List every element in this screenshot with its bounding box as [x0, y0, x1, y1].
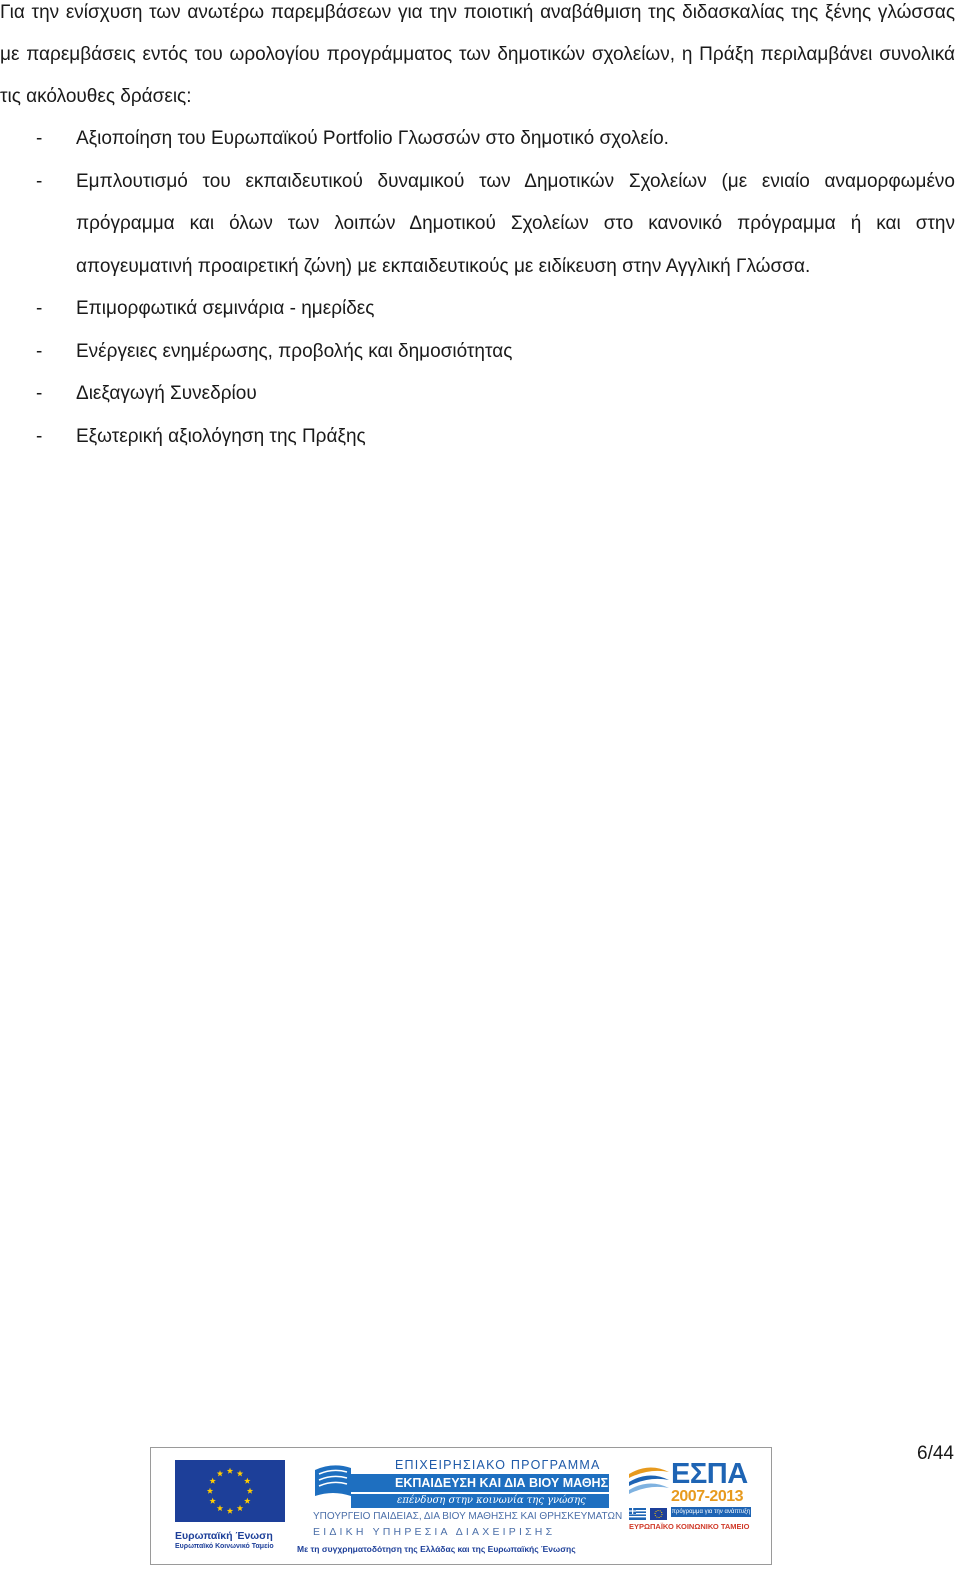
list-item: [0, 373, 955, 416]
programme-heading: ΕΠΙΧΕΙΡΗΣΙΑΚΟ ΠΡΟΓΡΑΜΜΑ: [395, 1458, 601, 1472]
eu-star-icon: [237, 1505, 243, 1511]
list-item-text: Επιμορφωτικά σεμινάρια - ημερίδες: [76, 298, 375, 319]
list-item-text: Ενέργειες ενημέρωσης, προβολής και δημοσιότητας: [76, 340, 513, 362]
eu-star-icon: [209, 1478, 215, 1484]
eu-stars-icon: [175, 1460, 285, 1522]
document-body: [0, 0, 955, 458]
page-number: 6/44: [917, 1443, 954, 1464]
eu-flag-icon: [175, 1460, 285, 1522]
eu-star-icon: [209, 1498, 215, 1504]
list-item-text: Εξωτερική αξιολόγηση της Πράξης: [76, 425, 366, 447]
eu-star-icon: [244, 1498, 250, 1504]
list-item: [0, 118, 955, 161]
eu-star-icon: [244, 1478, 250, 1484]
eu-logo: [175, 1460, 287, 1551]
cofunding-note: Με τη συγχρηματοδότηση της Ελλάδας και της Ευρωπαϊκής Ένωσης: [297, 1544, 576, 1554]
eu-star-icon: [207, 1488, 213, 1494]
eu-star-icon: [237, 1470, 243, 1476]
bullet-dash: -: [36, 128, 43, 149]
list-item-text: Διεξαγωγή Συνεδρίου: [76, 383, 257, 404]
espa-swoosh-icon: [627, 1464, 671, 1498]
espa-title: ΕΣΠΑ: [671, 1458, 748, 1490]
list-item: [0, 288, 955, 331]
bullet-dash: -: [36, 170, 43, 192]
eu-subcaption: Ευρωπαϊκό Κοινωνικό Ταμείο: [175, 1543, 274, 1550]
espa-fund: ΕΥΡΩΠΑΪΚΟ ΚΟΙΝΩΝΙΚΟ ΤΑΜΕΙΟ: [629, 1522, 750, 1531]
programme-slogan: επένδυση στην κοινωνία της γνώσης: [351, 1494, 609, 1508]
list-item: [0, 416, 955, 459]
funding-banner: [150, 1447, 772, 1565]
managing-authority: ΕΙΔΙΚΗ ΥΠΗΡΕΣΙΑ ΔΙΑΧΕΙΡΙΣΗΣ: [313, 1526, 556, 1538]
espa-tagline: πρόγραμμα για την ανάπτυξη: [671, 1509, 751, 1515]
list-item: [0, 161, 955, 289]
espa-years: 2007-2013: [671, 1488, 744, 1505]
list-item-text: Εμπλουτισμό του εκπαιδευτικού δυναμικού των Δημοτικών Σχολείων (με ενιαίο αναμορφωμένο πρόγραμμα και όλων των λοιπών Δημοτικού Σχολείων στο κανονικό πρόγραμμα ή και στην απογευματινή προαιρετική ζώνη) με εκπαιδευτικούς με ειδίκευση στην Αγγλική Γλώσσα.: [76, 170, 955, 277]
eu-star-icon: [247, 1488, 253, 1494]
eu-star-icon: [227, 1508, 233, 1514]
intro-paragraph: Για την ενίσχυση των ανωτέρω παρεμβάσεων για την ποιοτική αναβάθμιση της διδασκαλίας της ξένης γλώσσας με παρεμβάσεις εντός του ωρολογίου προγράμματος των δημοτικών σχολείων, η Πράξη περιλαμβάνει συνολικά τις ακόλουθες δράσεις:: [0, 2, 955, 107]
bullet-dash: -: [36, 298, 43, 319]
bullet-dash: -: [36, 383, 43, 404]
bullet-dash: -: [36, 425, 43, 447]
bullet-dash: -: [36, 340, 43, 362]
eu-caption: Ευρωπαϊκή Ένωση: [175, 1530, 273, 1542]
eu-star-icon: [227, 1468, 233, 1474]
greek-eu-flags-icon: [629, 1508, 667, 1520]
ministry-name: ΥΠΟΥΡΓΕΙΟ ΠΑΙΔΕΙΑΣ, ΔΙΑ ΒΙΟΥ ΜΑΘΗΣΗΣ ΚΑΙ ΘΡΗΣΚΕΥΜΑΤΩΝ: [313, 1511, 623, 1522]
eu-star-icon: [217, 1470, 223, 1476]
list-item: [0, 331, 955, 374]
programme-title: ΕΚΠΑΙΔΕΥΣΗ ΚΑΙ ΔΙΑ ΒΙΟΥ ΜΑΘΗΣΗ: [351, 1474, 609, 1492]
list-item-text: Αξιοποίηση του Ευρωπαϊκού Portfolio Γλωσσών στο δημοτικό σχολείο.: [76, 128, 669, 149]
actions-list: [0, 118, 955, 458]
eu-star-icon: [217, 1505, 223, 1511]
